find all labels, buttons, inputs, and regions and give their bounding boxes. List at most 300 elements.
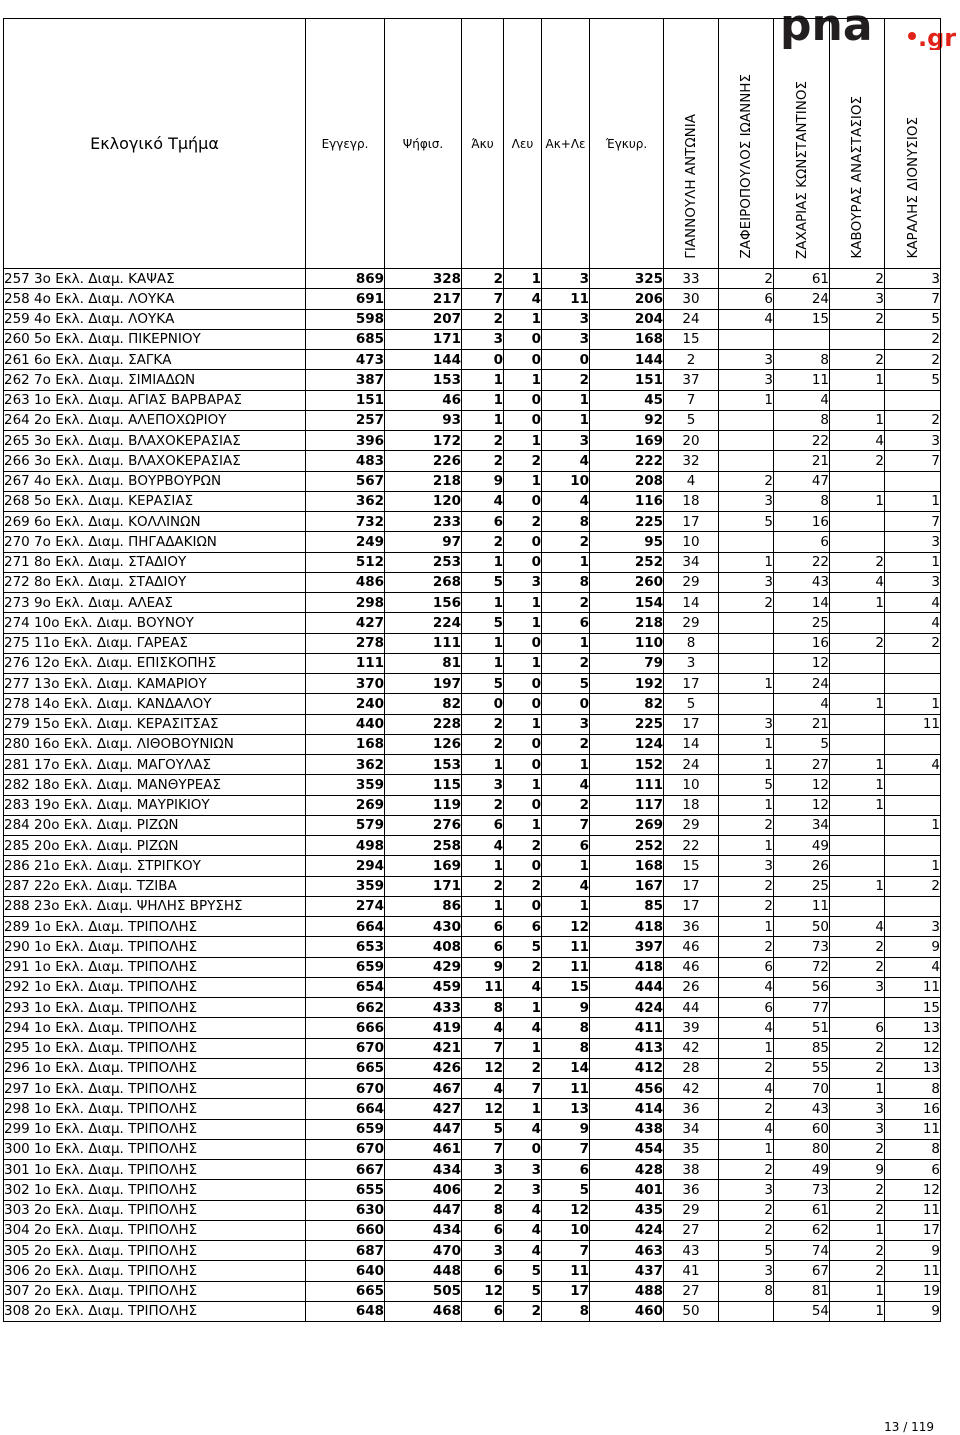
candidate-votes-cell xyxy=(885,674,941,694)
candidate-votes-cell: 2 xyxy=(830,957,885,977)
count-cell: 269 xyxy=(590,815,664,835)
count-cell: 3 xyxy=(542,309,590,329)
count-cell: 2 xyxy=(462,876,504,896)
candidate-votes-cell: 42 xyxy=(664,1038,719,1058)
count-cell: 413 xyxy=(590,1038,664,1058)
candidate-votes-cell: 2 xyxy=(719,937,774,957)
count-cell: 9 xyxy=(542,998,590,1018)
candidate-votes-cell: 6 xyxy=(719,957,774,977)
count-cell: 274 xyxy=(306,896,385,916)
candidate-votes-cell: 17 xyxy=(664,674,719,694)
count-cell: 426 xyxy=(385,1058,462,1078)
count-cell: 1 xyxy=(504,269,542,289)
candidate-votes-cell: 24 xyxy=(664,755,719,775)
candidate-votes-cell: 16 xyxy=(774,512,830,532)
candidate-votes-cell: 5 xyxy=(885,309,941,329)
candidate-votes-cell xyxy=(830,532,885,552)
count-cell: 666 xyxy=(306,1018,385,1038)
table-row xyxy=(4,532,941,552)
count-cell: 4 xyxy=(462,1018,504,1038)
candidate-votes-cell: 72 xyxy=(774,957,830,977)
count-cell: 4 xyxy=(504,1119,542,1139)
section-name-cell: 279 15ο Εκλ. Διαμ. ΚΕΡΑΣΙΤΣΑΣ xyxy=(4,714,306,734)
candidate-votes-cell: 15 xyxy=(664,856,719,876)
count-cell: 488 xyxy=(590,1281,664,1301)
candidate-votes-cell: 1 xyxy=(830,876,885,896)
candidate-votes-cell: 5 xyxy=(774,734,830,754)
candidate-votes-cell: 33 xyxy=(664,269,719,289)
count-cell: 257 xyxy=(306,410,385,430)
candidate-votes-cell: 13 xyxy=(885,1018,941,1038)
count-cell: 117 xyxy=(590,795,664,815)
col-header-section: Εκλογικό Τμήμα xyxy=(4,19,306,269)
col-header-candidate-4: ΚΑΒΟΥΡΑΣ ΑΝΑΣΤΑΣΙΟΣ xyxy=(830,19,885,269)
count-cell: 5 xyxy=(462,1119,504,1139)
candidate-votes-cell: 7 xyxy=(664,390,719,410)
candidate-votes-cell: 2 xyxy=(830,1038,885,1058)
table-row xyxy=(4,1180,941,1200)
candidate-votes-cell: 38 xyxy=(664,1160,719,1180)
count-cell: 2 xyxy=(462,734,504,754)
candidate-votes-cell xyxy=(719,633,774,653)
count-cell: 79 xyxy=(590,653,664,673)
count-cell: 470 xyxy=(385,1241,462,1261)
count-cell: 269 xyxy=(306,795,385,815)
count-cell: 0 xyxy=(462,350,504,370)
section-name-cell: 261 6ο Εκλ. Διαμ. ΣΑΓΚΑ xyxy=(4,350,306,370)
candidate-votes-cell: 18 xyxy=(664,795,719,815)
count-cell: 5 xyxy=(542,1180,590,1200)
section-name-cell: 257 3ο Εκλ. Διαμ. ΚΑΨΑΣ xyxy=(4,269,306,289)
count-cell: 222 xyxy=(590,451,664,471)
count-cell: 670 xyxy=(306,1139,385,1159)
candidate-votes-cell: 6 xyxy=(830,1018,885,1038)
count-cell: 0 xyxy=(504,795,542,815)
table-row xyxy=(4,815,941,835)
count-cell: 197 xyxy=(385,674,462,694)
candidate-votes-cell: 15 xyxy=(885,998,941,1018)
count-cell: 167 xyxy=(590,876,664,896)
candidate-votes-cell: 2 xyxy=(830,1200,885,1220)
section-name-cell: 258 4ο Εκλ. Διαμ. ΛΟΥΚΑ xyxy=(4,289,306,309)
candidate-votes-cell: 1 xyxy=(830,1079,885,1099)
count-cell: 1 xyxy=(462,755,504,775)
count-cell: 691 xyxy=(306,289,385,309)
count-cell: 10 xyxy=(542,471,590,491)
count-cell: 218 xyxy=(590,613,664,633)
table-row xyxy=(4,674,941,694)
count-cell: 486 xyxy=(306,572,385,592)
count-cell: 95 xyxy=(590,532,664,552)
candidate-votes-cell: 6 xyxy=(774,532,830,552)
count-cell: 448 xyxy=(385,1261,462,1281)
count-cell: 2 xyxy=(504,957,542,977)
count-cell: 5 xyxy=(462,674,504,694)
candidate-votes-cell xyxy=(885,775,941,795)
count-cell: 1 xyxy=(504,775,542,795)
count-cell: 2 xyxy=(542,532,590,552)
candidate-votes-cell: 2 xyxy=(719,896,774,916)
count-cell: 92 xyxy=(590,410,664,430)
candidate-votes-cell: 5 xyxy=(719,512,774,532)
page-number: 13 / 119 xyxy=(884,1420,934,1434)
table-row xyxy=(4,1200,941,1220)
candidate-votes-cell: 1 xyxy=(830,370,885,390)
count-cell: 7 xyxy=(504,1079,542,1099)
count-cell: 454 xyxy=(590,1139,664,1159)
section-name-cell: 273 9ο Εκλ. Διαμ. ΑΛΕΑΣ xyxy=(4,593,306,613)
candidate-votes-cell: 8 xyxy=(885,1079,941,1099)
count-cell: 662 xyxy=(306,998,385,1018)
section-name-cell: 287 22ο Εκλ. Διαμ. ΤΖΙΒΑ xyxy=(4,876,306,896)
count-cell: 252 xyxy=(590,552,664,572)
candidate-votes-cell: 62 xyxy=(774,1220,830,1240)
count-cell: 1 xyxy=(504,653,542,673)
count-cell: 438 xyxy=(590,1119,664,1139)
count-cell: 0 xyxy=(504,694,542,714)
candidate-votes-cell: 13 xyxy=(885,1058,941,1078)
count-cell: 687 xyxy=(306,1241,385,1261)
candidate-votes-cell: 30 xyxy=(664,289,719,309)
count-cell: 9 xyxy=(542,1119,590,1139)
logo-suffix: .gr xyxy=(918,24,957,50)
count-cell: 11 xyxy=(462,977,504,997)
candidate-votes-cell: 35 xyxy=(664,1139,719,1159)
candidate-votes-cell: 12 xyxy=(774,775,830,795)
section-name-cell: 259 4ο Εκλ. Διαμ. ΛΟΥΚΑ xyxy=(4,309,306,329)
count-cell: 1 xyxy=(542,755,590,775)
count-cell: 437 xyxy=(590,1261,664,1281)
table-row xyxy=(4,593,941,613)
candidate-votes-cell xyxy=(719,329,774,349)
section-name-cell: 299 1ο Εκλ. Διαμ. ΤΡΙΠΟΛΗΣ xyxy=(4,1119,306,1139)
section-name-cell: 297 1ο Εκλ. Διαμ. ΤΡΙΠΟΛΗΣ xyxy=(4,1079,306,1099)
count-cell: 2 xyxy=(504,451,542,471)
count-cell: 1 xyxy=(462,896,504,916)
count-cell: 732 xyxy=(306,512,385,532)
count-cell: 249 xyxy=(306,532,385,552)
count-cell: 233 xyxy=(385,512,462,532)
count-cell: 151 xyxy=(306,390,385,410)
count-cell: 1 xyxy=(542,633,590,653)
results-table xyxy=(3,18,941,1322)
count-cell: 168 xyxy=(306,734,385,754)
count-cell: 119 xyxy=(385,795,462,815)
table-row xyxy=(4,613,941,633)
count-cell: 869 xyxy=(306,269,385,289)
candidate-votes-cell xyxy=(830,856,885,876)
count-cell: 2 xyxy=(462,309,504,329)
count-cell: 0 xyxy=(462,694,504,714)
count-cell: 4 xyxy=(504,289,542,309)
candidate-votes-cell: 17 xyxy=(885,1220,941,1240)
candidate-votes-cell: 9 xyxy=(885,937,941,957)
table-row xyxy=(4,512,941,532)
count-cell: 456 xyxy=(590,1079,664,1099)
candidate-votes-cell: 74 xyxy=(774,1241,830,1261)
count-cell: 126 xyxy=(385,734,462,754)
candidate-votes-cell: 7 xyxy=(885,451,941,471)
candidate-votes-cell: 15 xyxy=(774,309,830,329)
count-cell: 2 xyxy=(542,653,590,673)
count-cell: 6 xyxy=(462,1261,504,1281)
count-cell: 411 xyxy=(590,1018,664,1038)
count-cell: 4 xyxy=(462,1079,504,1099)
table-row xyxy=(4,1241,941,1261)
candidate-votes-cell: 61 xyxy=(774,269,830,289)
count-cell: 362 xyxy=(306,491,385,511)
count-cell: 414 xyxy=(590,1099,664,1119)
count-cell: 3 xyxy=(462,775,504,795)
count-cell: 359 xyxy=(306,775,385,795)
count-cell: 328 xyxy=(385,269,462,289)
candidate-votes-cell: 8 xyxy=(885,1139,941,1159)
candidate-votes-cell: 2 xyxy=(719,471,774,491)
count-cell: 11 xyxy=(542,289,590,309)
candidate-votes-cell xyxy=(885,653,941,673)
candidate-votes-cell: 1 xyxy=(830,694,885,714)
candidate-votes-cell: 22 xyxy=(774,552,830,572)
count-cell: 447 xyxy=(385,1200,462,1220)
candidate-votes-cell: 11 xyxy=(885,714,941,734)
candidate-votes-cell: 4 xyxy=(830,917,885,937)
table-row xyxy=(4,1261,941,1281)
count-cell: 1 xyxy=(504,613,542,633)
candidate-votes-cell: 2 xyxy=(719,1099,774,1119)
candidate-votes-cell: 2 xyxy=(830,269,885,289)
candidate-votes-cell xyxy=(885,734,941,754)
candidate-votes-cell xyxy=(719,451,774,471)
col-header-candidate-1: ΓΙΑΝΝΟΥΛΗ ΑΝΤΩΝΙΑ xyxy=(664,19,719,269)
count-cell: 8 xyxy=(542,1038,590,1058)
candidate-votes-cell: 2 xyxy=(719,1220,774,1240)
count-cell: 665 xyxy=(306,1281,385,1301)
count-cell: 433 xyxy=(385,998,462,1018)
candidate-votes-cell: 21 xyxy=(774,714,830,734)
count-cell: 11 xyxy=(542,1079,590,1099)
candidate-votes-cell xyxy=(830,836,885,856)
section-name-cell: 278 14ο Εκλ. Διαμ. ΚΑΝΔΑΛΟΥ xyxy=(4,694,306,714)
candidate-votes-cell: 9 xyxy=(885,1301,941,1321)
section-name-cell: 289 1ο Εκλ. Διαμ. ΤΡΙΠΟΛΗΣ xyxy=(4,917,306,937)
section-name-cell: 290 1ο Εκλ. Διαμ. ΤΡΙΠΟΛΗΣ xyxy=(4,937,306,957)
count-cell: 7 xyxy=(462,1139,504,1159)
count-cell: 2 xyxy=(462,714,504,734)
candidate-votes-cell: 3 xyxy=(719,491,774,511)
candidate-votes-cell xyxy=(885,795,941,815)
count-cell: 13 xyxy=(542,1099,590,1119)
candidate-votes-cell: 2 xyxy=(830,1058,885,1078)
count-cell: 567 xyxy=(306,471,385,491)
count-cell: 120 xyxy=(385,491,462,511)
count-cell: 418 xyxy=(590,957,664,977)
count-cell: 4 xyxy=(542,775,590,795)
count-cell: 8 xyxy=(542,512,590,532)
table-row xyxy=(4,1119,941,1139)
count-cell: 144 xyxy=(385,350,462,370)
count-cell: 429 xyxy=(385,957,462,977)
logo-text: pna xyxy=(780,2,873,50)
candidate-votes-cell: 4 xyxy=(719,1018,774,1038)
count-cell: 12 xyxy=(542,1200,590,1220)
candidate-votes-cell: 27 xyxy=(774,755,830,775)
count-cell: 427 xyxy=(385,1099,462,1119)
candidate-votes-cell: 19 xyxy=(885,1281,941,1301)
candidate-votes-cell: 8 xyxy=(774,491,830,511)
count-cell: 1 xyxy=(462,410,504,430)
candidate-votes-cell: 2 xyxy=(830,309,885,329)
candidate-votes-cell: 29 xyxy=(664,572,719,592)
candidate-votes-cell: 16 xyxy=(885,1099,941,1119)
count-cell: 473 xyxy=(306,350,385,370)
count-cell: 4 xyxy=(462,491,504,511)
count-cell: 93 xyxy=(385,410,462,430)
candidate-votes-cell: 2 xyxy=(719,815,774,835)
count-cell: 1 xyxy=(504,593,542,613)
candidate-votes-cell: 3 xyxy=(719,856,774,876)
count-cell: 467 xyxy=(385,1079,462,1099)
table-row xyxy=(4,876,941,896)
candidate-votes-cell: 54 xyxy=(774,1301,830,1321)
count-cell: 225 xyxy=(590,714,664,734)
candidate-votes-cell: 3 xyxy=(830,977,885,997)
table-row xyxy=(4,977,941,997)
count-cell: 4 xyxy=(462,836,504,856)
candidate-votes-cell: 2 xyxy=(885,329,941,349)
table-row xyxy=(4,309,941,329)
candidate-votes-cell: 50 xyxy=(774,917,830,937)
candidate-votes-cell: 1 xyxy=(885,552,941,572)
candidate-votes-cell: 6 xyxy=(719,998,774,1018)
candidate-votes-cell: 4 xyxy=(719,309,774,329)
candidate-votes-cell: 2 xyxy=(830,1261,885,1281)
table-row xyxy=(4,471,941,491)
count-cell: 217 xyxy=(385,289,462,309)
candidate-votes-cell: 5 xyxy=(664,410,719,430)
table-row xyxy=(4,714,941,734)
candidate-votes-cell: 17 xyxy=(664,714,719,734)
section-name-cell: 282 18ο Εκλ. Διαμ. ΜΑΝΘΥΡΕΑΣ xyxy=(4,775,306,795)
count-cell: 1 xyxy=(462,593,504,613)
section-name-cell: 293 1ο Εκλ. Διαμ. ΤΡΙΠΟΛΗΣ xyxy=(4,998,306,1018)
table-row xyxy=(4,896,941,916)
candidate-votes-cell: 1 xyxy=(830,491,885,511)
header-row xyxy=(4,19,941,269)
candidate-votes-cell: 28 xyxy=(664,1058,719,1078)
candidate-votes-cell: 11 xyxy=(885,977,941,997)
count-cell: 14 xyxy=(542,1058,590,1078)
count-cell: 4 xyxy=(542,451,590,471)
count-cell: 1 xyxy=(504,815,542,835)
candidate-votes-cell xyxy=(830,674,885,694)
count-cell: 86 xyxy=(385,896,462,916)
count-cell: 144 xyxy=(590,350,664,370)
candidate-votes-cell xyxy=(885,471,941,491)
candidate-votes-cell xyxy=(885,390,941,410)
candidate-votes-cell: 3 xyxy=(719,370,774,390)
count-cell: 424 xyxy=(590,998,664,1018)
count-cell: 5 xyxy=(504,1281,542,1301)
col-header-candidate-3: ΖΑΧΑΡΙΑΣ ΚΩΝΣΤΑΝΤΙΝΟΣ xyxy=(774,19,830,269)
count-cell: 151 xyxy=(590,370,664,390)
count-cell: 3 xyxy=(542,329,590,349)
candidate-votes-cell: 3 xyxy=(830,1099,885,1119)
count-cell: 6 xyxy=(542,1160,590,1180)
section-name-cell: 277 13ο Εκλ. Διαμ. ΚΑΜΑΡΙΟΥ xyxy=(4,674,306,694)
count-cell: 7 xyxy=(542,1139,590,1159)
candidate-votes-cell: 36 xyxy=(664,917,719,937)
candidate-votes-cell: 2 xyxy=(885,876,941,896)
count-cell: 2 xyxy=(462,451,504,471)
count-cell: 421 xyxy=(385,1038,462,1058)
count-cell: 435 xyxy=(590,1200,664,1220)
candidate-votes-cell: 85 xyxy=(774,1038,830,1058)
count-cell: 659 xyxy=(306,1119,385,1139)
candidate-votes-cell: 49 xyxy=(774,836,830,856)
table-row xyxy=(4,289,941,309)
count-cell: 116 xyxy=(590,491,664,511)
candidate-votes-cell: 1 xyxy=(719,1139,774,1159)
section-name-cell: 306 2ο Εκλ. Διαμ. ΤΡΙΠΟΛΗΣ xyxy=(4,1261,306,1281)
candidate-votes-cell: 1 xyxy=(719,917,774,937)
count-cell: 5 xyxy=(462,572,504,592)
table-row xyxy=(4,431,941,451)
candidate-votes-cell: 2 xyxy=(830,633,885,653)
candidate-votes-cell: 24 xyxy=(774,674,830,694)
count-cell: 6 xyxy=(504,917,542,937)
table-row xyxy=(4,795,941,815)
candidate-votes-cell: 2 xyxy=(830,350,885,370)
col-header-blank: Λευ xyxy=(504,19,542,269)
count-cell: 653 xyxy=(306,937,385,957)
count-cell: 208 xyxy=(590,471,664,491)
count-cell: 483 xyxy=(306,451,385,471)
count-cell: 169 xyxy=(385,856,462,876)
candidate-votes-cell: 29 xyxy=(664,1200,719,1220)
candidate-votes-cell: 5 xyxy=(719,775,774,795)
count-cell: 15 xyxy=(542,977,590,997)
count-cell: 252 xyxy=(590,836,664,856)
count-cell: 419 xyxy=(385,1018,462,1038)
count-cell: 648 xyxy=(306,1301,385,1321)
section-name-cell: 260 5ο Εκλ. Διαμ. ΠΙΚΕΡΝΙΟΥ xyxy=(4,329,306,349)
section-name-cell: 295 1ο Εκλ. Διαμ. ΤΡΙΠΟΛΗΣ xyxy=(4,1038,306,1058)
table-row xyxy=(4,552,941,572)
candidate-votes-cell: 1 xyxy=(719,755,774,775)
count-cell: 1 xyxy=(462,856,504,876)
section-name-cell: 275 11ο Εκλ. Διαμ. ΓΑΡΕΑΣ xyxy=(4,633,306,653)
candidate-votes-cell: 5 xyxy=(885,370,941,390)
candidate-votes-cell: 34 xyxy=(664,1119,719,1139)
candidate-votes-cell: 16 xyxy=(774,633,830,653)
col-header-registered: Εγγεγρ. xyxy=(306,19,385,269)
table-row xyxy=(4,390,941,410)
count-cell: 1 xyxy=(462,390,504,410)
candidate-votes-cell: 1 xyxy=(830,1220,885,1240)
count-cell: 6 xyxy=(462,917,504,937)
count-cell: 1 xyxy=(462,653,504,673)
count-cell: 278 xyxy=(306,633,385,653)
count-cell: 298 xyxy=(306,593,385,613)
count-cell: 225 xyxy=(590,512,664,532)
count-cell: 168 xyxy=(590,856,664,876)
candidate-votes-cell: 11 xyxy=(885,1261,941,1281)
count-cell: 1 xyxy=(462,633,504,653)
table-row xyxy=(4,1079,941,1099)
candidate-votes-cell: 47 xyxy=(774,471,830,491)
candidate-votes-cell: 50 xyxy=(664,1301,719,1321)
candidate-votes-cell: 15 xyxy=(664,329,719,349)
